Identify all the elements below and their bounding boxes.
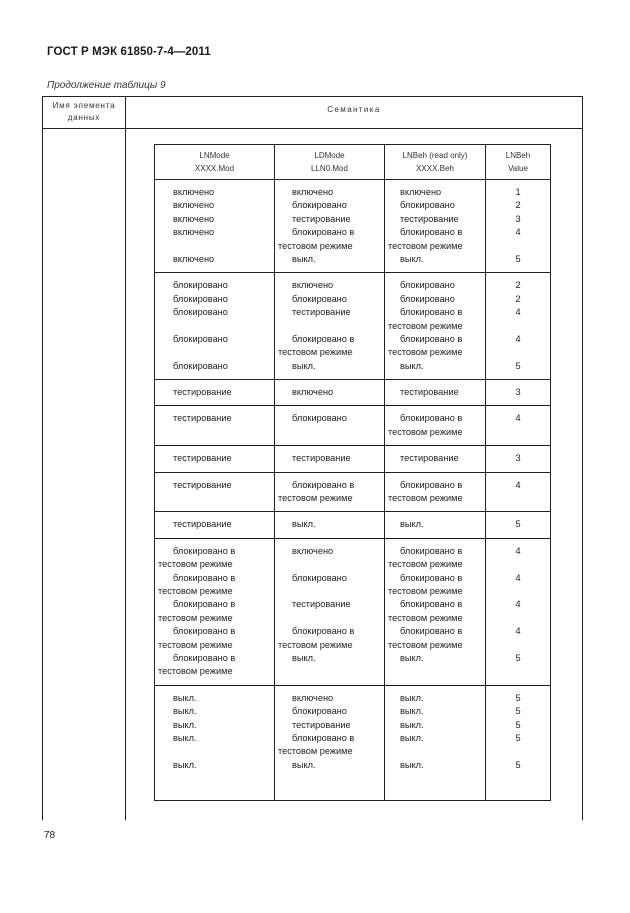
cell-text-line: выкл. [400, 519, 424, 530]
cell-text-line: тестовом режиме [388, 320, 463, 331]
cell-text-line: блокировано [173, 293, 228, 304]
cell-text-line: блокировано в [173, 626, 236, 637]
outer-table-top-border [42, 96, 583, 97]
value-cell [486, 273, 551, 380]
ldmode-cell [275, 180, 385, 273]
cell-text-line [486, 612, 550, 625]
cell-text-line [385, 745, 485, 758]
cell-text-line: тестовом режиме [388, 493, 463, 504]
cell-text-line: 5 [515, 706, 521, 717]
cell-text-line [486, 426, 550, 439]
cell-text-line: блокировано в [292, 227, 355, 238]
cell-text-line [275, 558, 384, 571]
cell-text-line: включено [173, 227, 215, 238]
cell-text-line: тестовом режиме [158, 666, 233, 677]
cell-text-line: тестовом режиме [158, 559, 233, 570]
cell-text-line: 4 [515, 626, 521, 637]
cell-text-line: блокировано в [400, 479, 463, 490]
cell-text-line: включено [173, 187, 215, 197]
cell-text-line: блокировано [292, 413, 347, 424]
cell-text-line: тестовом режиме [158, 639, 233, 650]
lnmode-cell [155, 538, 275, 685]
cell-text-line: тестирование [173, 387, 232, 398]
cell-text-line [486, 665, 550, 678]
cell-text-line: блокировано в [173, 652, 236, 663]
cell-text-line: 5 [515, 519, 521, 530]
cell-text-line: включено [173, 200, 215, 211]
lnmode-cell [155, 180, 275, 273]
cell-text-line: тестирование [292, 599, 351, 610]
cell-text-line: 4 [515, 333, 521, 344]
cell-text-line: блокировано [292, 293, 347, 304]
cell-text-line: включено [292, 387, 334, 398]
header-line: LNMode [199, 151, 230, 160]
cell-text-line: блокировано [292, 572, 347, 583]
cell-text-line: тестовом режиме [278, 493, 353, 504]
lnbeh-cell [385, 380, 486, 406]
table-row-group [155, 380, 551, 406]
table-row-group [155, 538, 551, 685]
cell-text-line: выкл. [292, 360, 316, 371]
table-row-group [155, 180, 551, 273]
cell-text-line: включено [292, 280, 334, 291]
cell-text-line: тестовом режиме [388, 347, 463, 358]
cell-text-line: тестирование [292, 213, 351, 224]
cell-text-line: тестовом режиме [278, 639, 353, 650]
cell-text-line: тестирование [292, 307, 351, 318]
cell-text-line: блокировано в [292, 732, 355, 743]
cell-text-line: блокировано в [400, 572, 463, 583]
cell-text-line [155, 745, 274, 758]
cell-text-line: включено [400, 187, 442, 197]
column-header-data-element-name [43, 100, 125, 124]
cell-text-line: тестовом режиме [388, 240, 463, 251]
cell-text-line: выкл. [292, 253, 316, 264]
column-header-lnbeh-readonly [385, 145, 486, 180]
cell-text-line: блокировано в [400, 333, 463, 344]
cell-text-line: тестовом режиме [278, 746, 353, 757]
cell-text-line: блокировано [292, 706, 347, 717]
table-row-group [155, 406, 551, 446]
header-line: LNBeh [505, 151, 531, 160]
cell-text-line: тестовом режиме [388, 612, 463, 623]
column-header-lnmode [155, 145, 275, 180]
cell-text-line: блокировано в [400, 599, 463, 610]
cell-text-line: выкл. [173, 759, 197, 770]
cell-text-line [155, 492, 274, 505]
cell-text-line: тестовом режиме [158, 612, 233, 623]
lnbeh-cell [385, 685, 486, 800]
lnbeh-cell [385, 446, 486, 472]
outer-table-column-divider [125, 96, 126, 820]
cell-text-line: 2 [515, 200, 521, 211]
cell-text-line: выкл. [173, 692, 197, 703]
value-cell [486, 472, 551, 512]
ldmode-cell [275, 472, 385, 512]
cell-text-line [486, 745, 550, 758]
cell-text-line: выкл. [173, 719, 197, 730]
cell-text-line: тестирование [292, 453, 351, 464]
lnmode-cell [155, 472, 275, 512]
table-row-group [155, 685, 551, 800]
cell-text-line [275, 426, 384, 439]
lnbeh-cell [385, 180, 486, 273]
ldmode-cell [275, 685, 385, 800]
lnmode-cell [155, 446, 275, 472]
column-header-line: Имя элемента [52, 101, 116, 110]
ldmode-cell [275, 406, 385, 446]
cell-text-line: выкл. [400, 732, 424, 743]
cell-text-line [486, 346, 550, 359]
cell-text-line: блокировано в [173, 545, 236, 556]
outer-table-header-divider [42, 128, 583, 129]
cell-text-line: выкл. [292, 652, 316, 663]
cell-text-line: тестирование [400, 387, 459, 398]
lnmode-cell [155, 380, 275, 406]
lnmode-cell [155, 273, 275, 380]
cell-text-line: тестовом режиме [388, 639, 463, 650]
value-cell [486, 685, 551, 800]
lnbeh-cell [385, 538, 486, 685]
lnbeh-cell [385, 273, 486, 380]
cell-text-line: выкл. [292, 519, 316, 530]
header-line: XXXX.Beh [416, 164, 454, 173]
lnmode-cell [155, 685, 275, 800]
cell-text-line: 3 [515, 453, 521, 464]
outer-table-left-border [42, 96, 43, 820]
cell-text-line: включено [173, 213, 215, 224]
cell-text-line: 4 [515, 545, 521, 556]
cell-text-line [486, 492, 550, 505]
cell-text-line [486, 558, 550, 571]
cell-text-line [275, 665, 384, 678]
cell-text-line: 4 [515, 413, 521, 424]
cell-text-line: тестирование [173, 479, 232, 490]
ldmode-cell [275, 380, 385, 406]
ldmode-cell [275, 538, 385, 685]
cell-text-line: включено [292, 692, 334, 703]
cell-text-line: тестовом режиме [388, 426, 463, 437]
value-cell [486, 512, 551, 538]
cell-text-line: тестовом режиме [158, 585, 233, 596]
cell-text-line: блокировано [173, 360, 228, 371]
cell-text-line: тестовом режиме [388, 585, 463, 596]
cell-text-line: блокировано в [292, 626, 355, 637]
value-cell [486, 180, 551, 273]
cell-text-line [275, 612, 384, 625]
cell-text-line: тестирование [400, 453, 459, 464]
cell-text-line [155, 240, 274, 253]
header-line: Value [508, 164, 528, 173]
value-cell [486, 406, 551, 446]
table-continuation-caption: Продолжение таблицы 9 [47, 80, 166, 91]
column-header-ldmode [275, 145, 385, 180]
cell-text-line [275, 585, 384, 598]
lnmode-cell [155, 406, 275, 446]
mode-behaviour-table [154, 144, 551, 801]
cell-text-line: тестовом режиме [278, 347, 353, 358]
cell-text-line: выкл. [292, 759, 316, 770]
cell-text-line: тестирование [173, 519, 232, 530]
table-row-group [155, 273, 551, 380]
cell-text-line [155, 346, 274, 359]
cell-text-line: включено [292, 545, 334, 556]
value-cell [486, 446, 551, 472]
cell-text-line: блокировано [173, 333, 228, 344]
ldmode-cell [275, 512, 385, 538]
cell-text-line: 3 [515, 387, 521, 398]
cell-text-line: 5 [515, 719, 521, 730]
cell-text-line: тестирование [400, 213, 459, 224]
cell-text-line: блокировано в [400, 227, 463, 238]
cell-text-line: блокировано в [173, 599, 236, 610]
cell-text-line: выкл. [400, 706, 424, 717]
cell-text-line: блокировано [400, 200, 455, 211]
cell-text-line [486, 585, 550, 598]
cell-text-line: 2 [515, 280, 521, 291]
cell-text-line [155, 320, 274, 333]
value-cell [486, 380, 551, 406]
cell-text-line: тестирование [292, 719, 351, 730]
header-line: LNBeh (read only) [402, 151, 468, 160]
cell-text-line: выкл. [173, 706, 197, 717]
cell-text-line: блокировано в [292, 333, 355, 344]
cell-text-line: тестовом режиме [278, 240, 353, 251]
ldmode-cell [275, 273, 385, 380]
cell-text-line: включено [292, 187, 334, 197]
table-row-group [155, 472, 551, 512]
cell-text-line: 5 [515, 360, 521, 371]
header-line: XXXX.Mod [194, 164, 235, 173]
table-row-group [155, 512, 551, 538]
page-number: 78 [44, 830, 56, 841]
cell-text-line: 2 [515, 293, 521, 304]
cell-text-line: 4 [515, 307, 521, 318]
value-cell [486, 538, 551, 685]
column-header-lnbeh-value [486, 145, 551, 180]
cell-text-line: тестирование [173, 413, 232, 424]
outer-table-right-border [582, 96, 583, 820]
cell-text-line: 5 [515, 759, 521, 770]
cell-text-line: выкл. [400, 360, 424, 371]
ldmode-cell [275, 446, 385, 472]
lnbeh-cell [385, 472, 486, 512]
cell-text-line: блокировано [400, 293, 455, 304]
column-header-line: данных [67, 113, 101, 122]
cell-text-line: 5 [515, 253, 521, 264]
cell-text-line: тестирование [173, 453, 232, 464]
lnbeh-cell [385, 512, 486, 538]
cell-text-line: выкл. [400, 692, 424, 703]
header-line: LLN0.Mod [311, 164, 348, 173]
cell-text-line: блокировано в [292, 479, 355, 490]
cell-text-line: тестовом режиме [388, 559, 463, 570]
cell-text-line: блокировано в [173, 572, 236, 583]
cell-text-line [486, 240, 550, 253]
cell-text-line: 5 [515, 692, 521, 703]
cell-text-line: блокировано [173, 280, 228, 291]
cell-text-line: 4 [515, 599, 521, 610]
header-line: LDMode [314, 151, 345, 160]
cell-text-line: блокировано [400, 280, 455, 291]
cell-text-line: выкл. [173, 732, 197, 743]
cell-text-line: 3 [515, 213, 521, 224]
column-header-semantics: Семантика [327, 105, 381, 114]
inner-table-header-row [155, 145, 551, 180]
cell-text-line: включено [173, 253, 215, 264]
cell-text-line: 4 [515, 572, 521, 583]
cell-text-line: 5 [515, 652, 521, 663]
table-row-group [155, 446, 551, 472]
cell-text-line: блокировано в [400, 413, 463, 424]
cell-text-line: 4 [515, 227, 521, 238]
cell-text-line: блокировано [173, 307, 228, 318]
cell-text-line: блокировано [292, 200, 347, 211]
document-header: ГОСТ Р МЭК 61850-7-4—2011 [47, 46, 211, 58]
cell-text-line: 1 [515, 187, 521, 197]
cell-text-line: блокировано в [400, 545, 463, 556]
cell-text-line [155, 426, 274, 439]
cell-text-line: выкл. [400, 253, 424, 264]
cell-text-line: блокировано в [400, 626, 463, 637]
cell-text-line [275, 320, 384, 333]
cell-text-line [486, 320, 550, 333]
cell-text-line: 5 [515, 732, 521, 743]
cell-text-line: выкл. [400, 719, 424, 730]
cell-text-line: блокировано в [400, 307, 463, 318]
cell-text-line [486, 639, 550, 652]
cell-text-line: 4 [515, 479, 521, 490]
lnbeh-cell [385, 406, 486, 446]
cell-text-line: выкл. [400, 759, 424, 770]
cell-text-line: выкл. [400, 652, 424, 663]
cell-text-line [385, 665, 485, 678]
lnmode-cell [155, 512, 275, 538]
